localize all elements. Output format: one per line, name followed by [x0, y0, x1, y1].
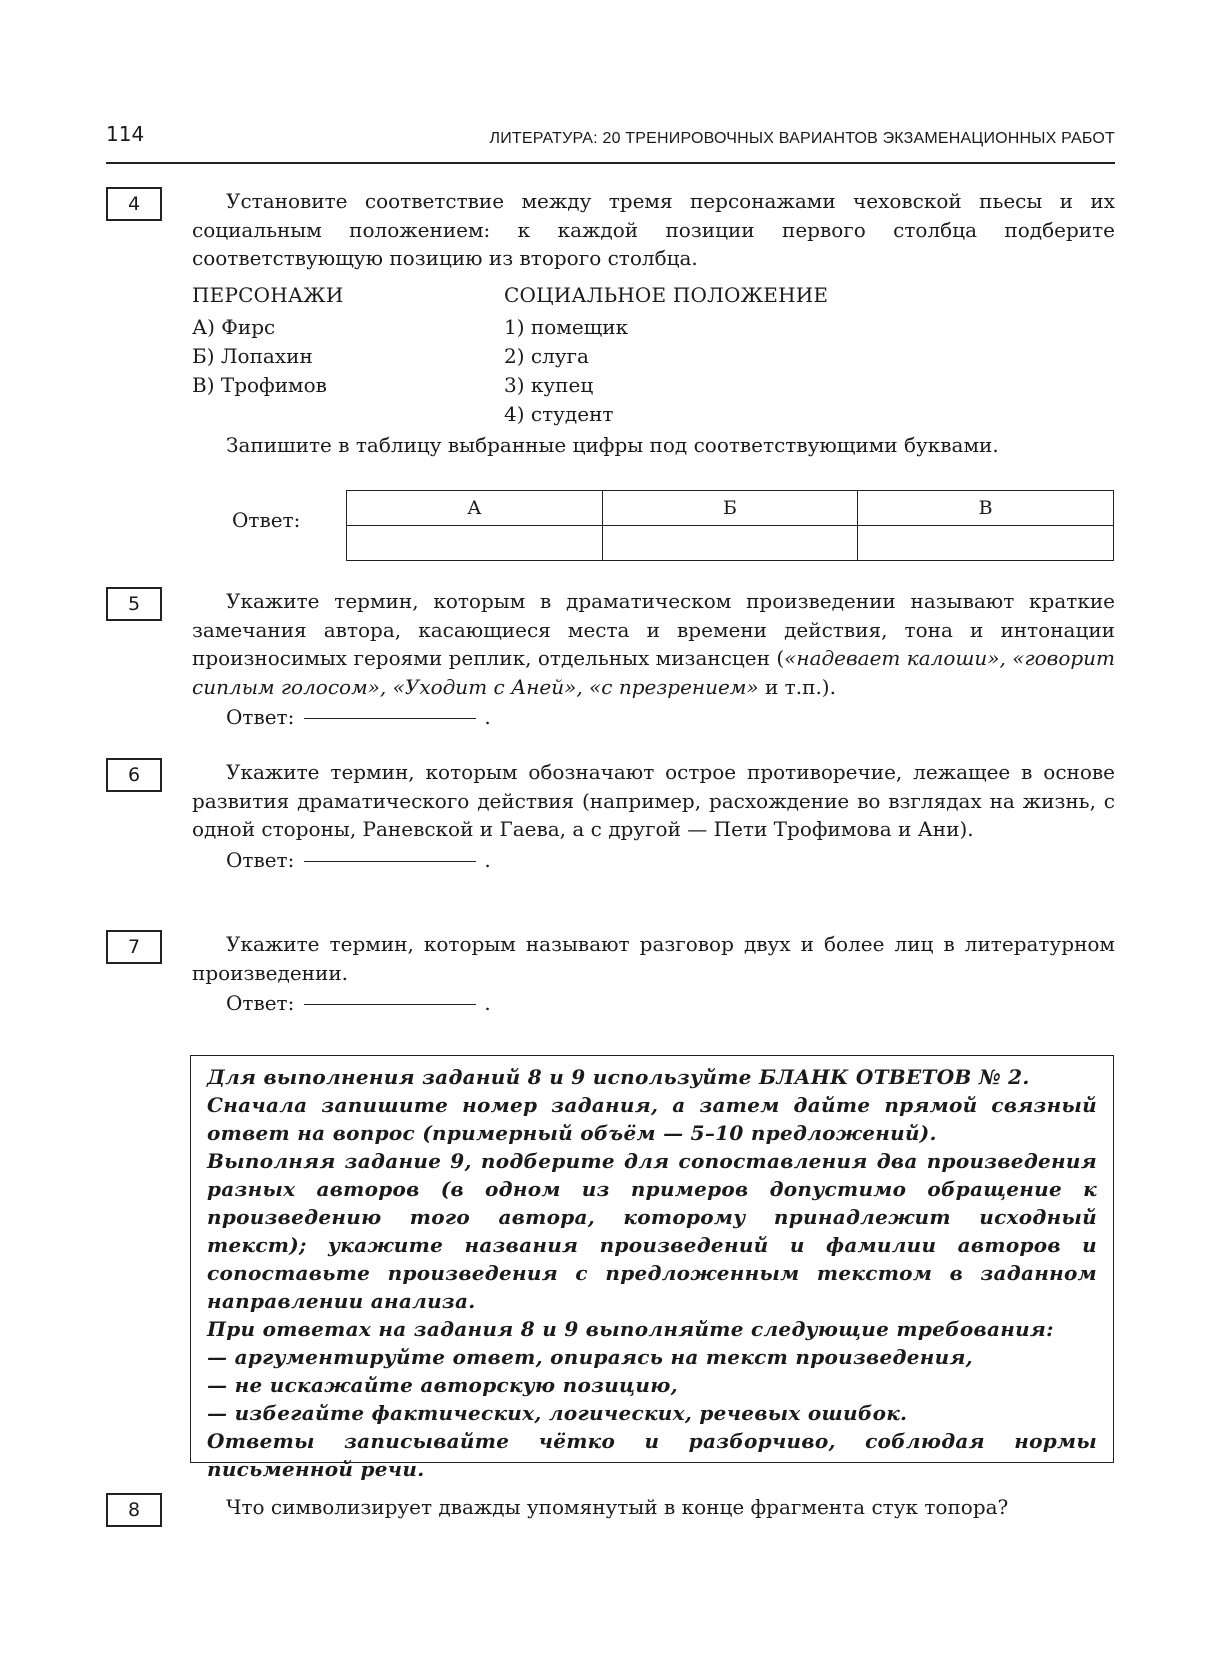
task-text: Установите соответствие между тремя персонажами чеховской пьесы и их социальным положением: к каждой позиции первого столбца подберите соответствующую позицию из второго столбца. — [192, 189, 1115, 270]
list-item: 3) купец — [504, 372, 594, 397]
task-text: Укажите термин, которым в драматическом произведении называют краткие замечания автора, касающиеся места и времени действия, тона и интонации произносимых героями реплик, отдельных мизансцен («надевает калоши», «говорит сиплым голосом», «Уходит с Аней», «с презрением» и т.п.). — [192, 589, 1116, 699]
list-item: А) Фирс — [192, 314, 276, 339]
list-item: Б) Лопахин — [192, 343, 313, 368]
answer-cell-v[interactable] — [858, 526, 1114, 561]
page-number: 114 — [106, 122, 145, 146]
answer-line: Ответ: . — [226, 991, 491, 1015]
answer-table — [346, 490, 1114, 561]
list-item: В) Трофимов — [192, 372, 327, 397]
answer-blank[interactable] — [304, 1004, 476, 1005]
task-text: Укажите термин, которым обозначают острое противоречие, лежащее в основе развития драматического действия (например, расхождение во взглядах на жизнь, с одной стороны, Раневской и Гаева, а с другой — Пети Трофимова и Ани). — [192, 760, 1115, 841]
running-title: ЛИТЕРАТУРА: 20 ТРЕНИРОВОЧНЫХ ВАРИАНТОВ ЭКЗАМЕНАЦИОННЫХ РАБОТ — [489, 130, 1115, 147]
social-status-heading: СОЦИАЛЬНОЕ ПОЛОЖЕНИЕ — [504, 282, 829, 307]
requirement-item: — аргументируйте ответ, опираясь на текст произведения, — [207, 1345, 973, 1369]
answer-cell-a[interactable] — [347, 526, 603, 561]
table-instruction: Запишите в таблицу выбранные цифры под соответствующими буквами. — [226, 432, 999, 457]
instruction-line: При ответах на задания 8 и 9 выполняйте следующие требования: — [207, 1317, 1054, 1341]
requirement-item: — избегайте фактических, логических, речевых ошибок. — [207, 1401, 908, 1425]
list-item: 2) слуга — [504, 343, 589, 368]
requirement-item: — не искажайте авторскую позицию, — [207, 1373, 678, 1397]
task-number-box: 6 — [106, 758, 162, 792]
table-header-a: А — [347, 491, 603, 526]
social-status-column — [504, 281, 828, 429]
task-number-box: 4 — [106, 187, 162, 221]
instruction-line: Для выполнения заданий 8 и 9 используйте БЛАНК ОТВЕТОВ № 2. — [207, 1065, 1030, 1089]
answer-blank[interactable] — [304, 718, 476, 719]
task-number-box: 7 — [106, 930, 162, 964]
task-4 — [106, 187, 1115, 459]
instructions-box — [190, 1055, 1114, 1481]
list-item: 4) студент — [504, 401, 614, 426]
task-text: Что символизирует дважды упомянутый в конце фрагмента стук топора? — [226, 1495, 1009, 1519]
answer-blank[interactable] — [304, 861, 476, 862]
table-header-b: Б — [602, 491, 858, 526]
page-header — [106, 122, 1115, 164]
task-number-box: 5 — [106, 587, 162, 621]
list-item: 1) помещик — [504, 314, 629, 339]
instruction-line: Выполняя задание 9, подберите для сопоставления два произведения разных авторов (в одном из примеров допустимо обращение к произведению того автора, которому принадлежит исходный текст); укажите названия произведений и фамилии авторов и сопоставьте произведения с предложенным текстом в заданном направлении анализа. — [207, 1149, 1097, 1313]
answer-line: Ответ: . — [226, 705, 491, 729]
instruction-line: Сначала запишите номер задания, а затем дайте прямой связный ответ на вопрос (примерный объём — 5–10 предложений). — [207, 1093, 1097, 1145]
matching-columns — [192, 281, 1115, 426]
task-number-box: 8 — [106, 1493, 162, 1527]
task-7 — [106, 930, 1115, 1015]
answer-cell-b[interactable] — [602, 526, 858, 561]
task-6 — [106, 758, 1115, 872]
answer-label: Ответ: — [232, 508, 301, 532]
task-text: Укажите термин, которым называют разговор двух и более лиц в литературном произведении. — [192, 932, 1115, 985]
characters-column — [192, 281, 344, 400]
task-8 — [106, 1493, 1115, 1522]
instruction-line: Ответы записывайте чётко и разборчиво, соблюдая нормы письменной речи. — [207, 1429, 1097, 1481]
answer-line: Ответ: . — [226, 847, 491, 872]
table-header-v: В — [858, 491, 1114, 526]
task-5 — [106, 587, 1115, 729]
characters-heading: ПЕРСОНАЖИ — [192, 282, 344, 307]
